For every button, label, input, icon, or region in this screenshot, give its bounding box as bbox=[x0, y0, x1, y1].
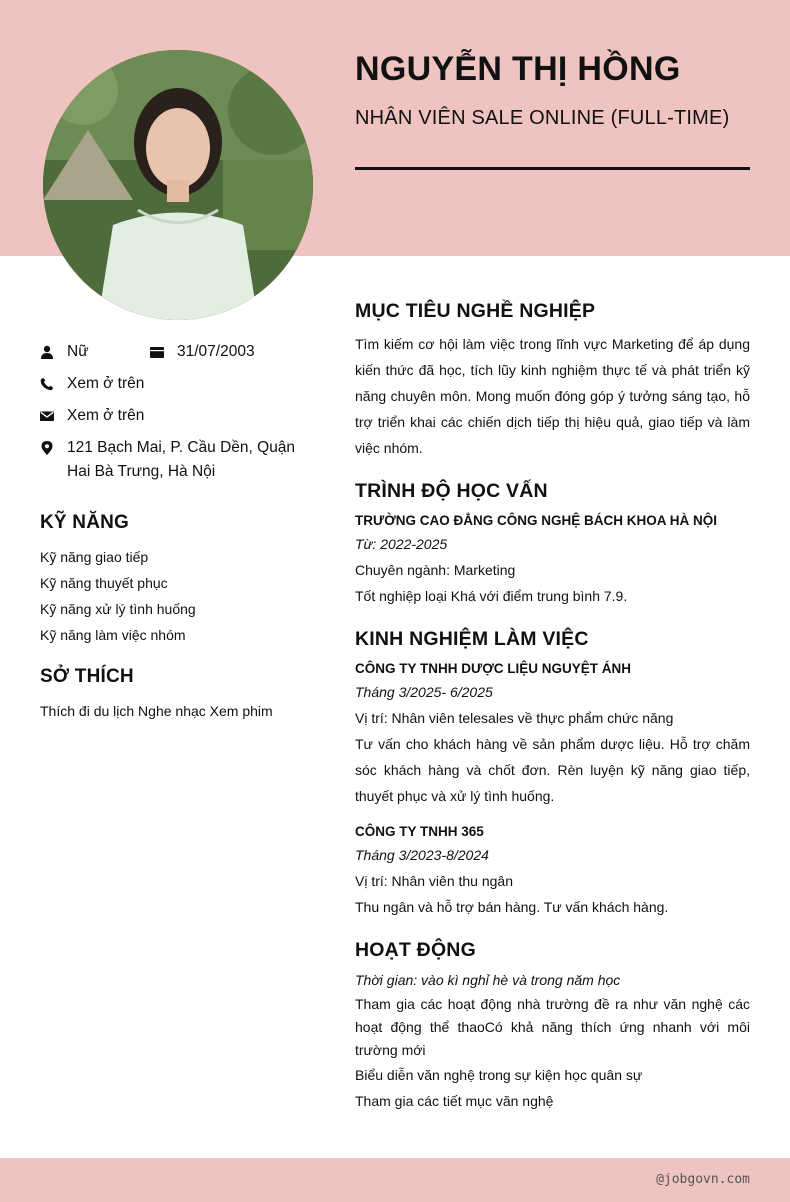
birthday-row bbox=[150, 340, 255, 364]
skill-item: Kỹ năng thuyết phục bbox=[40, 575, 168, 591]
objective-text: Tìm kiếm cơ hội làm việc trong lĩnh vực Marketing để áp dụng kiến thức đã học, tích lũy kinh nghiệm thực tế và phát triển kỹ năng chuyên môn. Mong muốn đóng góp ý tưởng sáng tạo, hỗ trợ triển khai các chiến dịch tiếp thị hiệu quả, giao tiếp và làm việc nhóm. bbox=[355, 336, 750, 456]
activity-item: Tham gia các tiết mục văn nghệ bbox=[355, 1093, 554, 1109]
email-value: Xem ở trên bbox=[67, 407, 145, 424]
company-name: CÔNG TY TNHH DƯỢC LIỆU NGUYỆT ÁNH bbox=[355, 661, 631, 676]
hobbies-text: Thích đi du lịch Nghe nhạc Xem phim bbox=[40, 703, 273, 719]
activities-heading: HOẠT ĐỘNG bbox=[355, 939, 476, 961]
job-position: Vị trí: Nhân viên telesales về thực phẩm chức năng bbox=[355, 710, 674, 726]
gender-row bbox=[40, 340, 150, 364]
calendar-icon bbox=[150, 340, 164, 364]
mail-icon bbox=[40, 404, 54, 428]
email-row bbox=[40, 404, 310, 428]
footer-watermark: @jobgovn.com bbox=[656, 1172, 750, 1187]
phone-row bbox=[40, 372, 310, 396]
phone-value: Xem ở trên bbox=[67, 375, 145, 392]
school-name: TRƯỜNG CAO ĐẲNG CÔNG NGHỆ BÁCH KHOA HÀ NỘI bbox=[355, 513, 717, 528]
skills-list bbox=[40, 544, 310, 648]
left-column bbox=[40, 340, 310, 724]
activity-item: Tham gia các hoạt động nhà trường đề ra như văn nghệ các hoạt động thể thaoCó khả năng thích ứng nhanh với môi trường mới bbox=[355, 996, 750, 1058]
experience-heading: KINH NGHIỆM LÀM VIỆC bbox=[355, 628, 589, 650]
profile-photo bbox=[43, 50, 313, 320]
birthday-value: 31/07/2003 bbox=[177, 343, 255, 360]
candidate-name: NGUYỄN THỊ HỒNG bbox=[355, 50, 681, 88]
job-entry bbox=[355, 659, 750, 809]
job-description: Tư vấn cho khách hàng về sản phẩm dược liệu. Hỗ trợ chăm sóc khách hàng và chốt đơn. Rèn luyện kỹ năng giao tiếp, thuyết phục và xử lý tình huống. bbox=[355, 736, 750, 804]
skill-item: Kỹ năng xử lý tình huống bbox=[40, 601, 196, 617]
company-name: CÔNG TY TNHH 365 bbox=[355, 824, 484, 839]
objective-heading: MỤC TIÊU NGHỀ NGHIỆP bbox=[355, 300, 596, 322]
address-row bbox=[40, 436, 310, 484]
skill-item: Kỹ năng làm việc nhóm bbox=[40, 627, 186, 643]
job-title: NHÂN VIÊN SALE ONLINE (FULL-TIME) bbox=[355, 107, 730, 129]
education-section bbox=[355, 480, 750, 609]
location-pin-icon bbox=[40, 436, 54, 460]
education-result: Tốt nghiệp loại Khá với điểm trung bình 7.9. bbox=[355, 588, 628, 604]
education-heading: TRÌNH ĐỘ HỌC VẤN bbox=[355, 480, 548, 502]
gender-birthday-row bbox=[40, 340, 310, 372]
job-description: Thu ngân và hỗ trợ bán hàng. Tư vấn khách hàng. bbox=[355, 899, 669, 915]
objective-section bbox=[355, 300, 750, 461]
title-divider bbox=[355, 167, 750, 170]
activities-period: Thời gian: vào kì nghỉ hè và trong năm học bbox=[355, 972, 621, 988]
hobbies-heading: SỞ THÍCH bbox=[40, 666, 134, 687]
education-period: Từ: 2022-2025 bbox=[355, 536, 448, 552]
job-entry bbox=[355, 822, 750, 920]
person-icon bbox=[40, 340, 54, 364]
footer-band bbox=[0, 1158, 790, 1202]
phone-icon bbox=[40, 372, 54, 396]
skills-heading: KỸ NĂNG bbox=[40, 512, 130, 533]
education-major: Chuyên ngành: Marketing bbox=[355, 562, 516, 578]
job-position: Vị trí: Nhân viên thu ngân bbox=[355, 873, 513, 889]
activity-item: Biểu diễn văn nghệ trong sự kiện học quân sự bbox=[355, 1067, 643, 1083]
skill-item: Kỹ năng giao tiếp bbox=[40, 549, 149, 565]
activities-section bbox=[355, 939, 750, 1114]
experience-section bbox=[355, 628, 750, 920]
gender-value: Nữ bbox=[67, 343, 89, 360]
job-period: Tháng 3/2023-8/2024 bbox=[355, 847, 489, 863]
job-period: Tháng 3/2025- 6/2025 bbox=[355, 684, 493, 700]
right-column bbox=[355, 300, 750, 1114]
address-value: 121 Bạch Mai, P. Cầu Dền, Quận Hai Bà Trưng, Hà Nội bbox=[67, 439, 296, 480]
